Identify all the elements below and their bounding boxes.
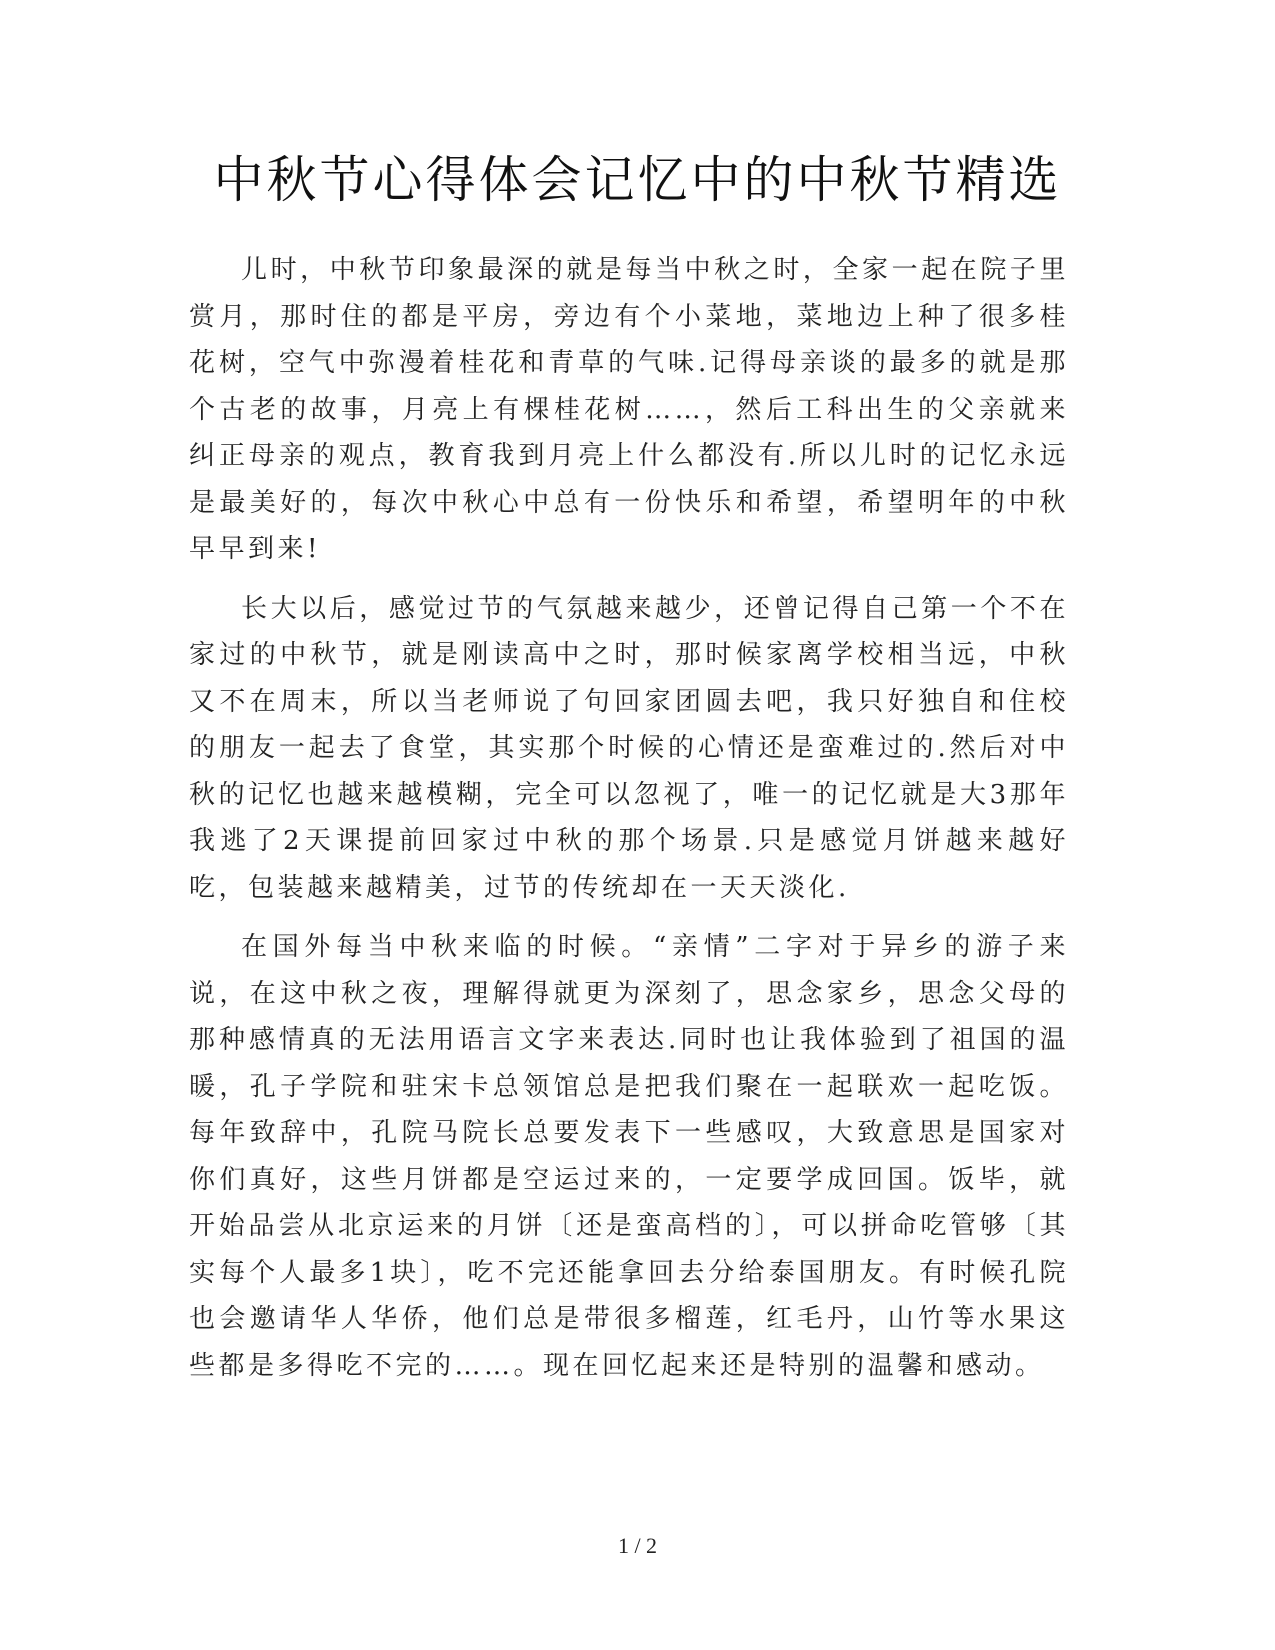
document-title: 中秋节心得体会记忆中的中秋节精选 <box>213 151 1062 209</box>
paragraph-growing-up: 长大以后，感觉过节的气氛越来越少，还曾记得自己第一个不在家过的中秋节，就是刚读高中之时，那时候家离学校相当远，中秋又不在周末，所以当老师说了句回家团圆去吧，我只好独自和住校的朋友一起去了食堂，其实那个时候的心情还是蛮难过的.然后对中秋的记忆也越来越模糊，完全可以忽视了，唯一的记忆就是大3那年我逃了2天课提前回家过中秋的那个场景.只是感觉月饼越来越好吃，包装越来越精美，过节的传统却在一天天淡化. <box>189 593 1069 903</box>
document-body <box>189 247 1069 1402</box>
page-number: 1 / 2 <box>617 1533 658 1558</box>
paragraph-childhood: 儿时，中秋节印象最深的就是每当中秋之时，全家一起在院子里赏月，那时住的都是平房，旁边有个小菜地，菜地边上种了很多桂花树，空气中弥漫着桂花和青草的气味.记得母亲谈的最多的就是那个古老的故事，月亮上有棵桂花树……，然后工科出生的父亲就来纠正母亲的观点，教育我到月亮上什么都没有.所以儿时的记忆永远是最美好的，每次中秋心中总有一份快乐和希望，希望明年的中秋早早到来! <box>189 255 1069 564</box>
paragraph-abroad: 在国外每当中秋来临的时候。“亲情”二字对于异乡的游子来说，在这中秋之夜，理解得就更为深刻了，思念家乡，思念父母的那种感情真的无法用语言文字来表达.同时也让我体验到了祖国的温暖，孔子学院和驻宋卡总领馆总是把我们聚在一起联欢一起吃饭。每年致辞中，孔院马院长总要发表下一些感叹，大致意思是国家对你们真好，这些月饼都是空运过来的，一定要学成回国。饭毕，就开始品尝从北京运来的月饼〔还是蛮高档的〕，可以拼命吃管够〔其实每个人最多1块〕，吃不完还能拿回去分给泰国朋友。有时候孔院也会邀请华人华侨，他们总是带很多榴莲，红毛丹，山竹等水果这些都是多得吃不完的……。现在回忆起来还是特别的温馨和感动。 <box>189 932 1069 1381</box>
